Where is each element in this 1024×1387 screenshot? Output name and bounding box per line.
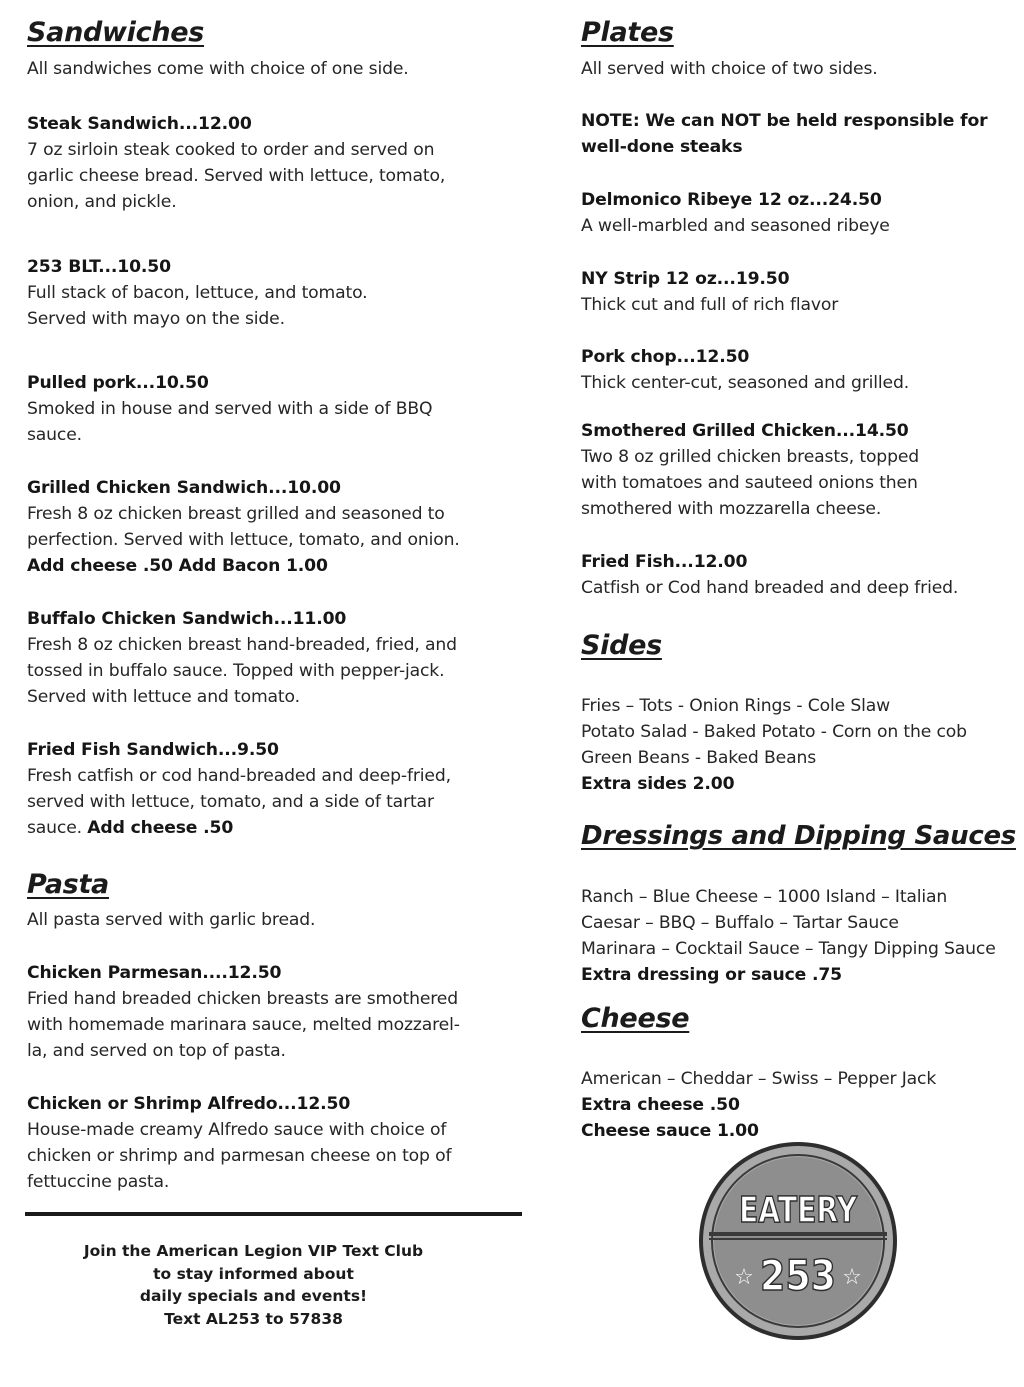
menu-item-name: Grilled Chicken Sandwich...10.00 <box>27 478 341 498</box>
menu-item-desc: with homemade marinara sauce, melted mozzarel- <box>27 1015 460 1035</box>
menu-item-desc: Catfish or Cod hand breaded and deep fried. <box>581 578 959 598</box>
menu-item-desc: A well-marbled and seasoned ribeye <box>581 216 890 236</box>
logo-band <box>709 1238 887 1240</box>
cheese-line: American – Cheddar – Swiss – Pepper Jack <box>581 1069 937 1089</box>
text-club-promo <box>25 1240 482 1330</box>
menu-item-desc: House-made creamy Alfredo sauce with choice of <box>27 1120 447 1140</box>
sandwiches-subtitle: All sandwiches come with choice of one side. <box>27 59 409 79</box>
menu-item-desc: Served with lettuce and tomato. <box>27 687 300 707</box>
pasta-heading: Pasta <box>27 869 109 900</box>
eatery-253-logo <box>697 1140 899 1342</box>
promo-line: to stay informed about <box>153 1264 354 1283</box>
logo-number: 253 <box>760 1251 836 1300</box>
menu-item-desc: perfection. Served with lettuce, tomato, and onion. <box>27 530 460 550</box>
dressings-extra: Extra dressing or sauce .75 <box>581 965 842 985</box>
menu-item-addons: Add cheese .50 Add Bacon 1.00 <box>27 556 328 576</box>
menu-item-desc: Two 8 oz grilled chicken breasts, topped <box>581 447 920 467</box>
promo-line: Join the American Legion VIP Text Club <box>83 1242 424 1260</box>
menu-item-desc: with tomatoes and sauteed onions then <box>581 473 918 493</box>
menu-item-name: NY Strip 12 oz...19.50 <box>581 269 790 289</box>
sides-line: Fries – Tots - Onion Rings - Cole Slaw <box>581 696 891 716</box>
menu-item-desc: fettuccine pasta. <box>27 1172 170 1192</box>
plates-note: well-done steaks <box>581 137 743 157</box>
menu-item-desc: Thick cut and full of rich flavor <box>581 295 839 315</box>
dressings-heading: Dressings and Dipping Sauces <box>581 821 1016 851</box>
menu-item-desc: Full stack of bacon, lettuce, and tomato. <box>27 283 368 303</box>
star-icon: ☆ <box>734 1265 754 1290</box>
dressings-line: Marinara – Cocktail Sauce – Tangy Dipping Sauce <box>581 939 996 959</box>
logo-band <box>709 1232 887 1236</box>
menu-item-desc: sauce. <box>27 425 82 445</box>
pasta-subtitle: All pasta served with garlic bread. <box>27 910 316 930</box>
menu-item-desc: 7 oz sirloin steak cooked to order and served on <box>27 140 435 160</box>
menu-item-desc: Thick center-cut, seasoned and grilled. <box>581 373 910 393</box>
menu-item-desc: garlic cheese bread. Served with lettuce, tomato, <box>27 166 446 186</box>
plates-note: NOTE: We can NOT be held responsible for <box>581 111 988 131</box>
dressings-line: Caesar – BBQ – Buffalo – Tartar Sauce <box>581 913 899 933</box>
cheese-heading: Cheese <box>581 1003 690 1034</box>
menu-item-name: Fried Fish...12.00 <box>581 552 748 572</box>
menu-item-desc: Fresh 8 oz chicken breast hand-breaded, fried, and <box>27 635 457 655</box>
menu-item-desc-last <box>27 815 233 841</box>
menu-item-desc: chicken or shrimp and parmesan cheese on top of <box>27 1146 452 1166</box>
menu-item-desc: Fried hand breaded chicken breasts are smothered <box>27 989 458 1009</box>
menu-item-name: Chicken or Shrimp Alfredo...12.50 <box>27 1094 351 1114</box>
menu-item-desc: smothered with mozzarella cheese. <box>581 499 882 519</box>
sandwiches-heading: Sandwiches <box>27 17 205 48</box>
plates-subtitle: All served with choice of two sides. <box>581 59 878 79</box>
dressings-line: Ranch – Blue Cheese – 1000 Island – Italian <box>581 887 948 907</box>
menu-item-name: Smothered Grilled Chicken...14.50 <box>581 421 909 441</box>
star-icon: ☆ <box>842 1265 862 1290</box>
sides-line: Green Beans - Baked Beans <box>581 748 816 768</box>
menu-item-desc: la, and served on top of pasta. <box>27 1041 286 1061</box>
menu-item-desc: served with lettuce, tomato, and a side of tartar <box>27 792 434 812</box>
menu-item-name: Delmonico Ribeye 12 oz...24.50 <box>581 190 882 210</box>
logo-top-text: EATERY <box>739 1190 858 1231</box>
menu-item-name: Steak Sandwich...12.00 <box>27 114 252 134</box>
menu-item-addons: Add cheese .50 <box>87 818 234 838</box>
menu-item-name: Fried Fish Sandwich...9.50 <box>27 740 279 760</box>
menu-item-desc: Fresh catfish or cod hand-breaded and deep-fried, <box>27 766 451 786</box>
menu-item-desc: Smoked in house and served with a side of BBQ <box>27 399 433 419</box>
menu-item-desc: Served with mayo on the side. <box>27 309 285 329</box>
sides-extra: Extra sides 2.00 <box>581 774 735 794</box>
menu-item-name: Pulled pork...10.50 <box>27 373 209 393</box>
menu-item-name: Chicken Parmesan....12.50 <box>27 963 282 983</box>
menu-item-name: Pork chop...12.50 <box>581 347 750 367</box>
plates-heading: Plates <box>581 17 674 48</box>
menu-item-name: Buffalo Chicken Sandwich...11.00 <box>27 609 347 629</box>
sides-line: Potato Salad - Baked Potato - Corn on the cob <box>581 722 967 742</box>
menu-item-desc: onion, and pickle. <box>27 192 177 212</box>
menu-item-desc: tossed in buffalo sauce. Topped with pepper-jack. <box>27 661 445 681</box>
menu-item-desc: Fresh 8 oz chicken breast grilled and seasoned to <box>27 504 445 524</box>
cheese-extra: Extra cheese .50 <box>581 1095 740 1115</box>
menu-item-desc-tail: sauce. <box>27 818 88 838</box>
promo-line: Text AL253 to 57838 <box>164 1309 343 1328</box>
promo-line: daily specials and events! <box>139 1287 368 1306</box>
menu-item-name: 253 BLT...10.50 <box>27 257 171 277</box>
sides-heading: Sides <box>581 630 662 661</box>
cheese-extra: Cheese sauce 1.00 <box>581 1121 759 1141</box>
divider-rule <box>25 1212 522 1216</box>
